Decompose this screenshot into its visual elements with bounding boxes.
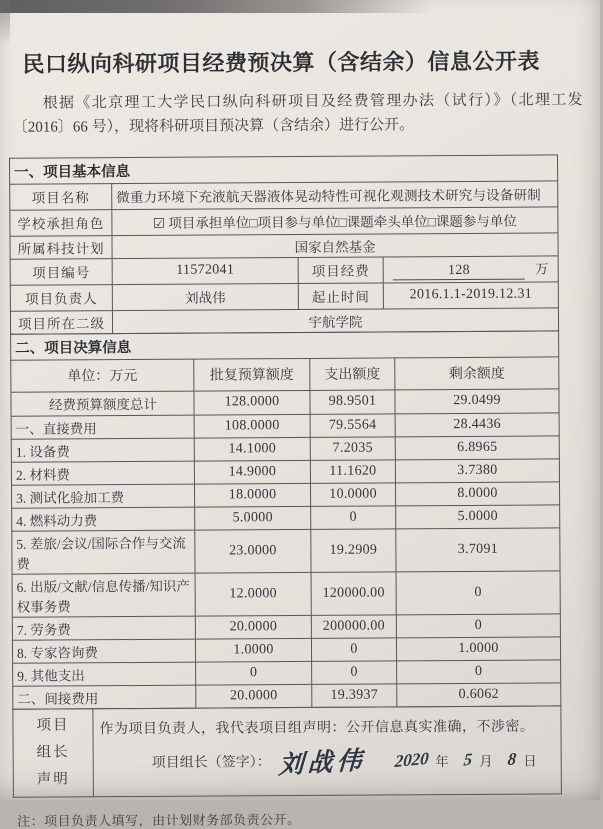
handwritten-day: 8 (506, 748, 517, 769)
school-role-value: ☑ 项目承担单位□项目参与单位□课题牵头单位□课题参与单位 (112, 207, 558, 236)
col-header-unit: 单位：万元 (11, 359, 194, 392)
leader-label: 项目负责人 (10, 284, 112, 311)
project-name-value: 微重力环境下充液航天器液体晃动特性可视化观测技术研究与设备研制 (112, 181, 558, 210)
table-row: 8. 专家咨询费 1.0000 0 1.0000 (12, 637, 560, 663)
table-row: 1. 设备费 14.1000 7.2035 6.8965 (11, 436, 559, 462)
table-row: 经费预算额度总计 128.0000 98.9501 29.0499 (11, 389, 559, 416)
day-character: 日 (523, 753, 537, 769)
handwritten-signature: 刘战伟 (278, 746, 367, 780)
period-value: 2016.1.1-2019.12.31 (383, 282, 558, 309)
table-row: 3. 测试化验加工费 18.0000 10.0000 8.0000 (12, 482, 560, 508)
form-title: 民口纵向科研项目经费预决算（含结余）信息公开表 (22, 48, 541, 77)
basic-info-section-header: 一、项目基本信息 (10, 155, 558, 184)
program-label: 所属科技计划 (10, 235, 112, 259)
leader-value: 刘战伟 (112, 283, 298, 310)
table-row: 2. 材料费 14.9000 11.1620 3.7380 (11, 459, 559, 485)
declaration-body (93, 706, 562, 797)
table-row: 6. 出版/文献/信息传播/知识产权事务费 12.0000 120000.00 0 (12, 571, 560, 617)
school-role-label: 学校承担角色 (10, 209, 112, 236)
declaration-label: 项目 组长 声明 (13, 708, 94, 796)
table-row: 一、直接费用 108.0000 79.5564 28.4436 (11, 413, 559, 439)
funding-amount: 128 (393, 263, 525, 281)
project-number-label: 项目编号 (10, 258, 112, 285)
month-character: 月 (479, 753, 493, 769)
col-header-spent: 支出额度 (310, 358, 395, 391)
signature-line (94, 737, 561, 796)
table-row: 7. 劳务费 20.0000 200000.00 0 (12, 614, 560, 640)
basic-info-table (9, 154, 559, 334)
table-row: 4. 燃料动力费 5.0000 0 5.0000 (12, 505, 560, 531)
declaration-statement: 作为项目负责人，我代表项目组声明：公开信息真实准确，不涉密。 (99, 719, 535, 737)
handwritten-year: 2020 (393, 748, 429, 771)
project-number-value: 11572041 (112, 257, 298, 284)
department-value: 宇航学院 (112, 308, 558, 334)
signature-label: 项目组长（签字）： (151, 754, 271, 771)
funding-cell (383, 256, 558, 283)
footnote: 注：项目负责人填写，由计划财务部负责公开。 (17, 811, 301, 829)
intro-paragraph: 根据《北京理工大学民口纵向科研项目及经费管理办法（试行）》（北理工发〔2016〕66 号），现将科研项目预决算（含结余）进行公开。 (12, 92, 583, 137)
program-value: 国家自然基金 (112, 233, 558, 259)
budget-section-header: 二、项目决算信息 (11, 331, 559, 360)
department-label: 项目所在二级 (10, 310, 112, 334)
table-row: 9. 其他支出 0 0 0 (13, 660, 561, 686)
signature-date (391, 749, 551, 770)
declaration-table (12, 705, 562, 797)
table-row: 5. 差旅/会议/国际合作与交流费 23.0000 19.2909 3.7091 (12, 528, 560, 574)
funding-unit: 万 (534, 261, 549, 277)
year-character: 年 (435, 753, 449, 769)
period-label: 起止时间 (298, 283, 383, 310)
handwritten-month: 5 (462, 749, 473, 770)
budget-table (10, 330, 561, 709)
funding-label: 项目经费 (298, 257, 383, 284)
project-name-label: 项目名称 (10, 183, 112, 210)
col-header-remaining: 剩余额度 (395, 357, 559, 390)
table-row: 二、间接费用 20.0000 19.3937 0.6062 (13, 683, 561, 709)
col-header-approved: 批复预算额度 (194, 358, 310, 391)
